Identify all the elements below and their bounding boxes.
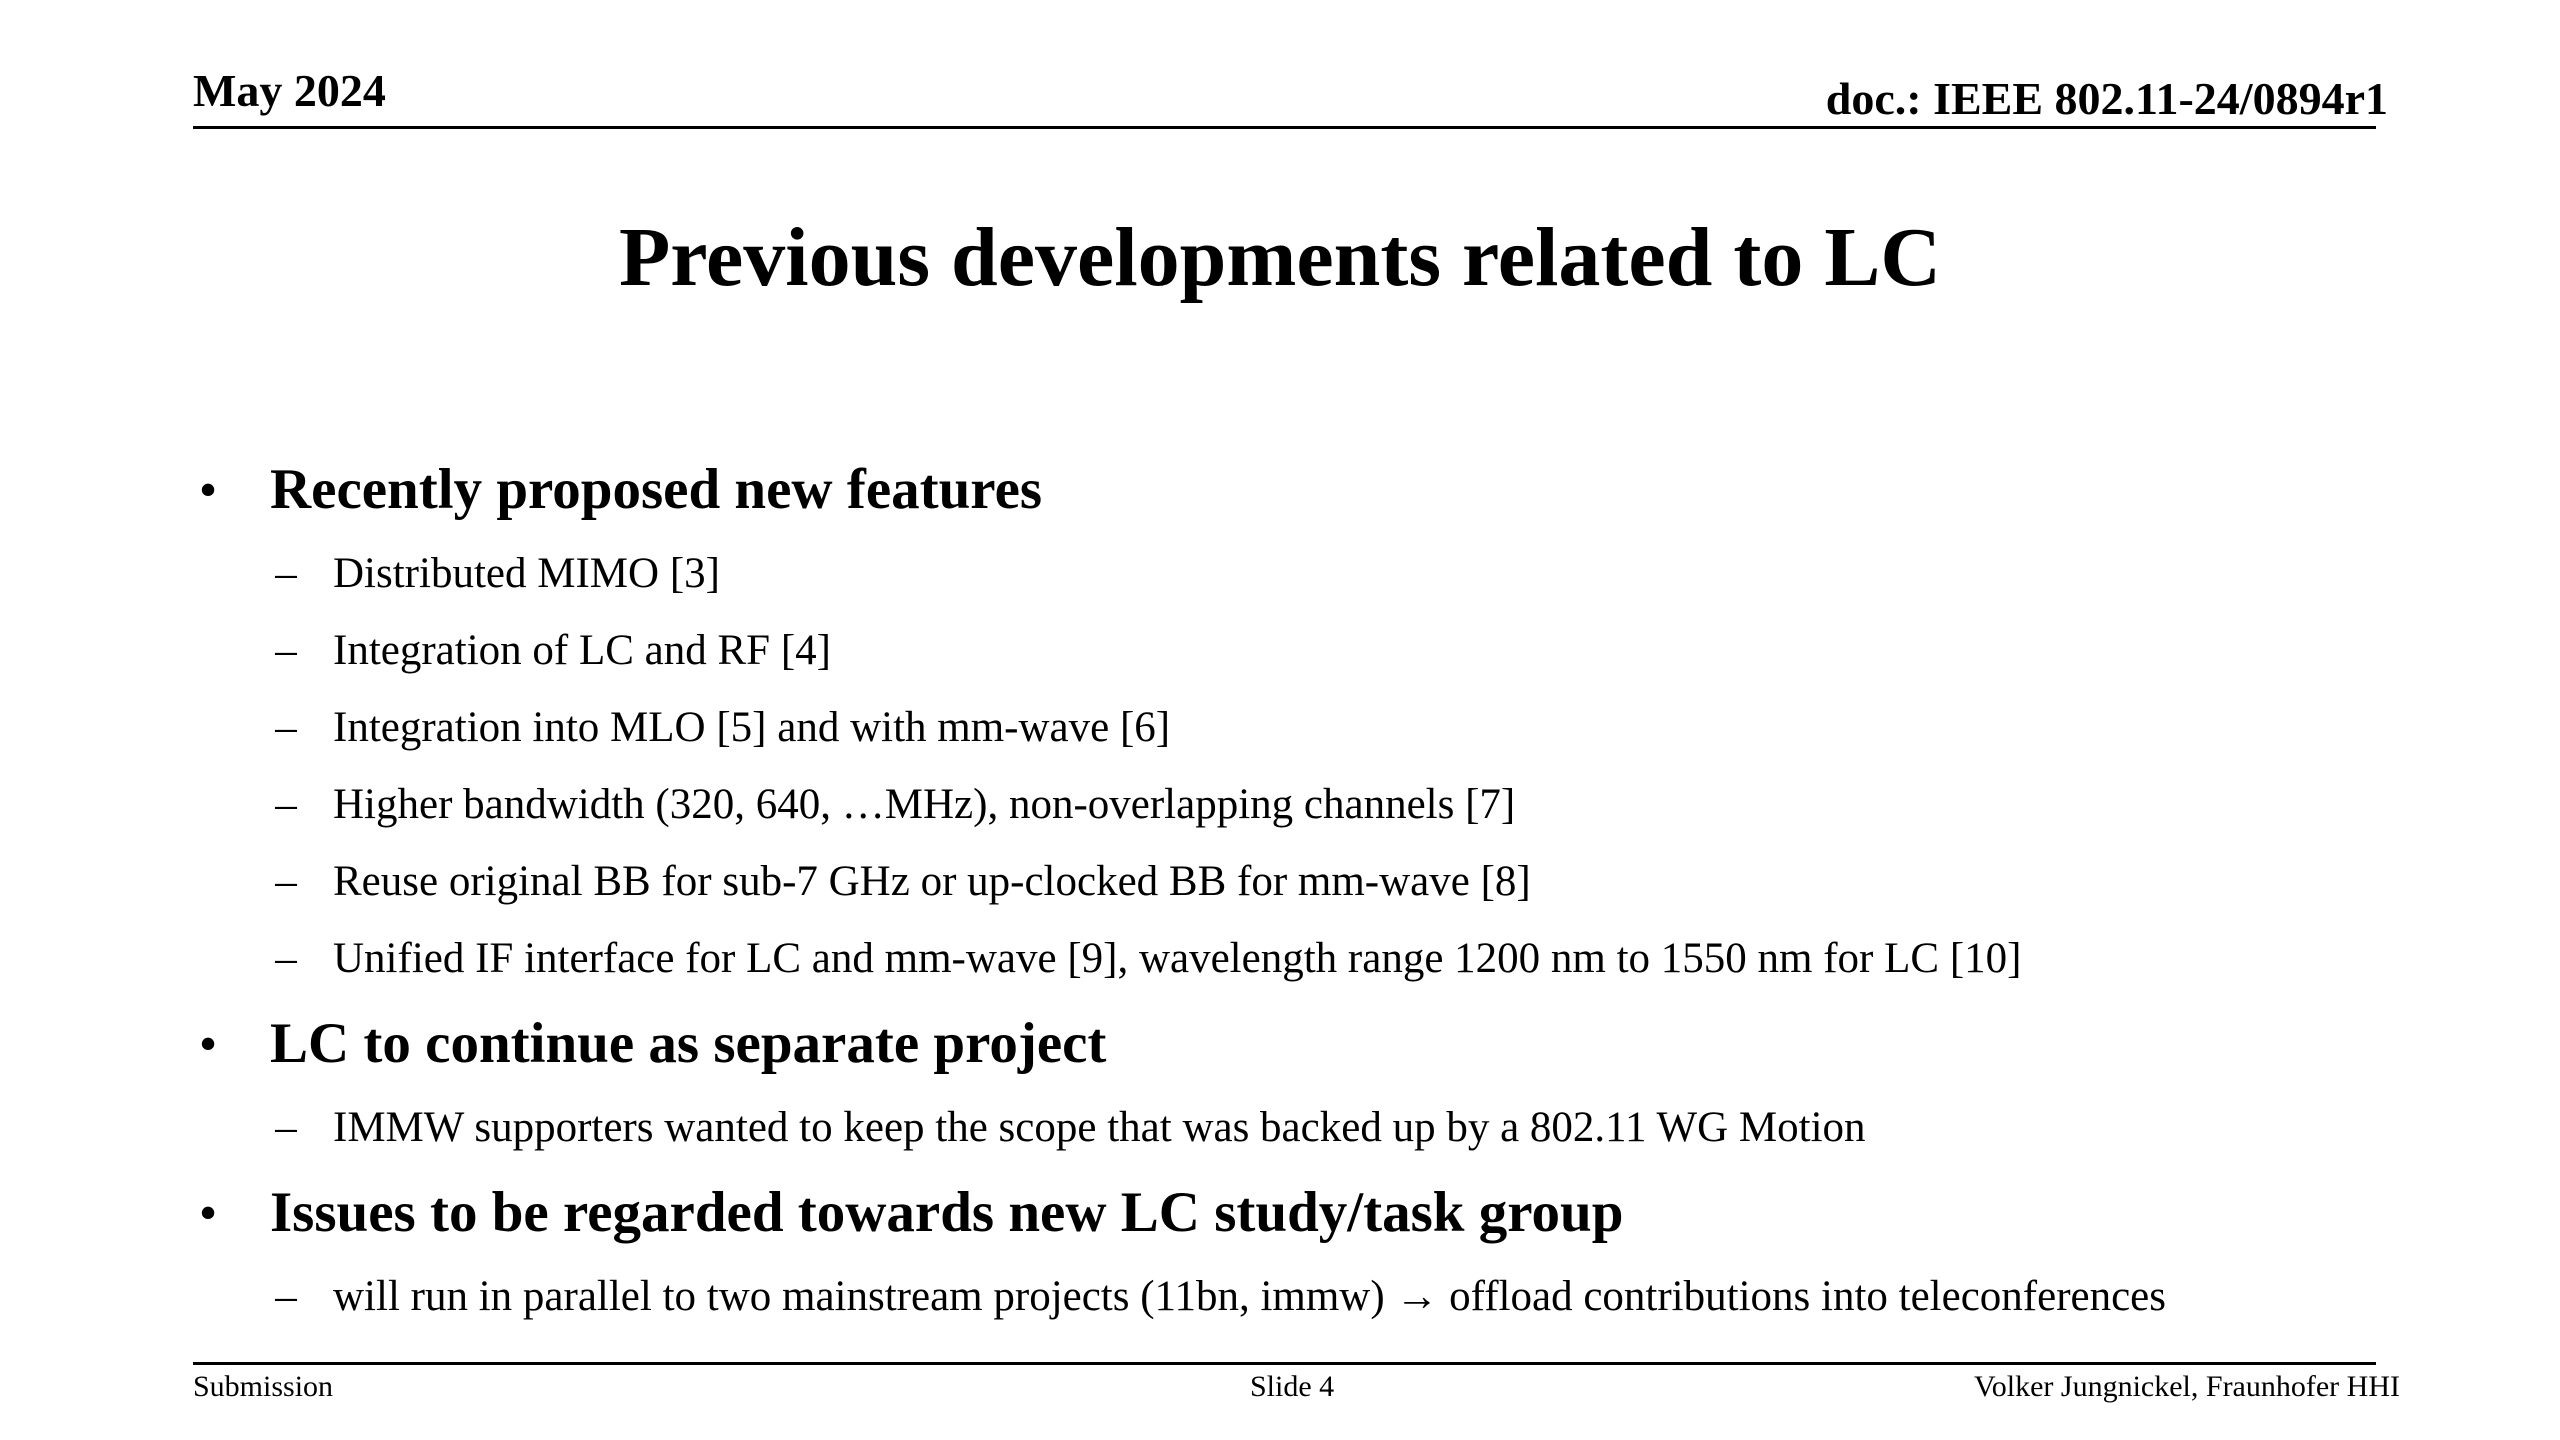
bullet-item [193, 1009, 2463, 1079]
sub-bullet-text: will run in parallel to two mainstream projects (11bn, immw) → offload contributions into teleconferences [333, 1273, 2167, 1320]
sub-bullet-text: Integration into MLO [5] and with mm-wave [6] [333, 704, 1171, 751]
sub-bullet-mark: – [275, 935, 297, 982]
sub-bullet-item [193, 1269, 2463, 1325]
bullet-mark: • [199, 464, 217, 515]
sub-bullet-item [193, 777, 2463, 833]
sub-bullet-text: Integration of LC and RF [4] [333, 627, 831, 674]
sub-bullet-item [193, 700, 2463, 756]
sub-bullet-mark: – [275, 781, 297, 828]
sub-bullet-item [193, 546, 2463, 602]
sub-bullet-text: Higher bandwidth (320, 640, …MHz), non-overlapping channels [7] [333, 781, 1516, 828]
footer-slide-number: Slide 4 [1250, 1370, 1335, 1403]
bullet-item [193, 455, 2463, 525]
footer-submission: Submission [193, 1370, 334, 1403]
header-divider [193, 126, 2376, 129]
header-doc-id: doc.: IEEE 802.11-24/0894r1 [1825, 73, 2388, 124]
bullet-mark: • [199, 1187, 217, 1238]
sub-bullet-text: Distributed MIMO [3] [333, 550, 720, 597]
footer-divider [193, 1362, 2376, 1365]
bullet-mark: • [199, 1018, 217, 1069]
slide-content [193, 455, 2463, 1325]
header-date: May 2024 [193, 65, 386, 116]
footer-author: Volker Jungnickel, Fraunhofer HHI [1973, 1370, 2400, 1403]
sub-bullet-item [193, 931, 2463, 987]
sub-bullet-mark: – [275, 704, 297, 751]
sub-bullet-item [193, 623, 2463, 679]
sub-bullet-mark: – [275, 550, 297, 597]
sub-bullet-item [193, 1100, 2463, 1156]
slide-title: Previous developments related to LC [618, 211, 1942, 304]
bullet-item [193, 1178, 2463, 1248]
sub-bullet-text: Reuse original BB for sub-7 GHz or up-clocked BB for mm-wave [8] [333, 858, 1531, 905]
bullet-text: Issues to be regarded towards new LC study/task group [270, 1181, 1624, 1244]
sub-bullet-mark: – [275, 1104, 297, 1151]
bullet-text: LC to continue as separate project [270, 1012, 1107, 1075]
sub-bullet-mark: – [275, 1273, 297, 1320]
bullet-text: Recently proposed new features [270, 458, 1043, 521]
sub-bullet-text: Unified IF interface for LC and mm-wave [9], wavelength range 1200 nm to 1550 nm for LC [10] [333, 935, 2022, 982]
sub-bullet-mark: – [275, 858, 297, 905]
sub-bullet-text: IMMW supporters wanted to keep the scope that was backed up by a 802.11 WG Motion [333, 1104, 1866, 1151]
sub-bullet-mark: – [275, 627, 297, 674]
sub-bullet-item [193, 854, 2463, 910]
